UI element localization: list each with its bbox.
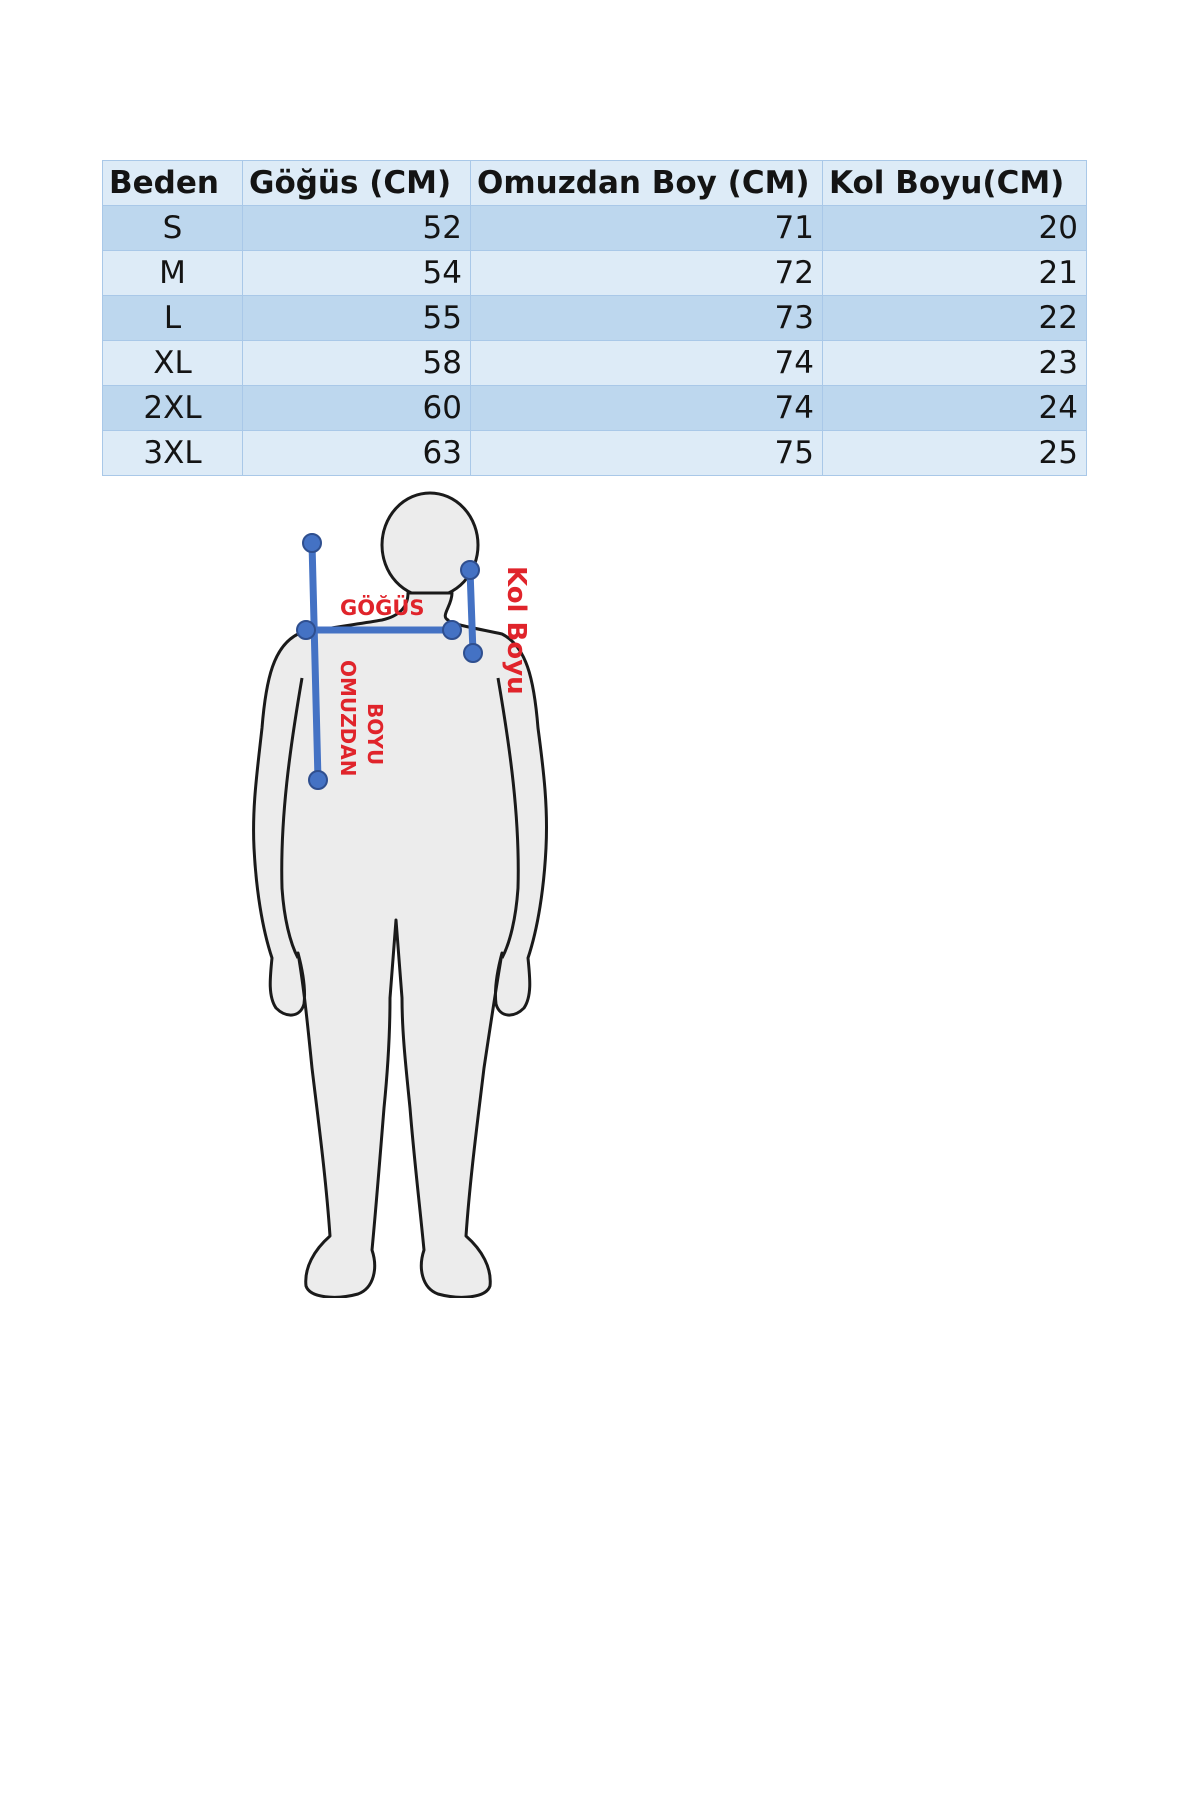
length-bottom-dot [309, 771, 327, 789]
header-sleeve: Kol Boyu(CM) [823, 161, 1087, 206]
chest-label: GÖĞÜS [340, 596, 425, 620]
chest-left-dot [297, 621, 315, 639]
cell-size: 3XL [103, 431, 243, 476]
cell-size: XL [103, 341, 243, 386]
cell-length: 75 [471, 431, 823, 476]
head-shape [382, 493, 478, 597]
cell-length: 74 [471, 341, 823, 386]
cell-size: S [103, 206, 243, 251]
cell-chest: 54 [243, 251, 471, 296]
table-header-row [103, 161, 1087, 206]
cell-chest: 60 [243, 386, 471, 431]
length-label-line1: OMUZDAN [336, 660, 360, 777]
sleeve-label: Kol Boyu [501, 566, 531, 695]
cell-sleeve: 20 [823, 206, 1087, 251]
chest-right-dot [443, 621, 461, 639]
cell-chest: 58 [243, 341, 471, 386]
cell-length: 73 [471, 296, 823, 341]
length-label-line2: BOYU [363, 703, 387, 766]
cell-size: 2XL [103, 386, 243, 431]
cell-sleeve: 25 [823, 431, 1087, 476]
cell-chest: 55 [243, 296, 471, 341]
cell-size: L [103, 296, 243, 341]
table-row [103, 206, 1087, 251]
table-row [103, 251, 1087, 296]
table-row [103, 431, 1087, 476]
cell-chest: 52 [243, 206, 471, 251]
cell-sleeve: 22 [823, 296, 1087, 341]
table-row [103, 296, 1087, 341]
cell-length: 74 [471, 386, 823, 431]
sleeve-line [470, 570, 473, 653]
measurement-diagram [240, 488, 660, 1298]
cell-sleeve: 24 [823, 386, 1087, 431]
header-size: Beden [103, 161, 243, 206]
cell-length: 71 [471, 206, 823, 251]
length-top-dot [303, 534, 321, 552]
sleeve-bottom-dot [464, 644, 482, 662]
sleeve-top-dot [461, 561, 479, 579]
cell-length: 72 [471, 251, 823, 296]
table-row [103, 386, 1087, 431]
table-row [103, 341, 1087, 386]
cell-sleeve: 21 [823, 251, 1087, 296]
cell-size: M [103, 251, 243, 296]
cell-chest: 63 [243, 431, 471, 476]
cell-sleeve: 23 [823, 341, 1087, 386]
header-length: Omuzdan Boy (CM) [471, 161, 823, 206]
size-chart-table [102, 160, 1087, 476]
header-chest: Göğüs (CM) [243, 161, 471, 206]
